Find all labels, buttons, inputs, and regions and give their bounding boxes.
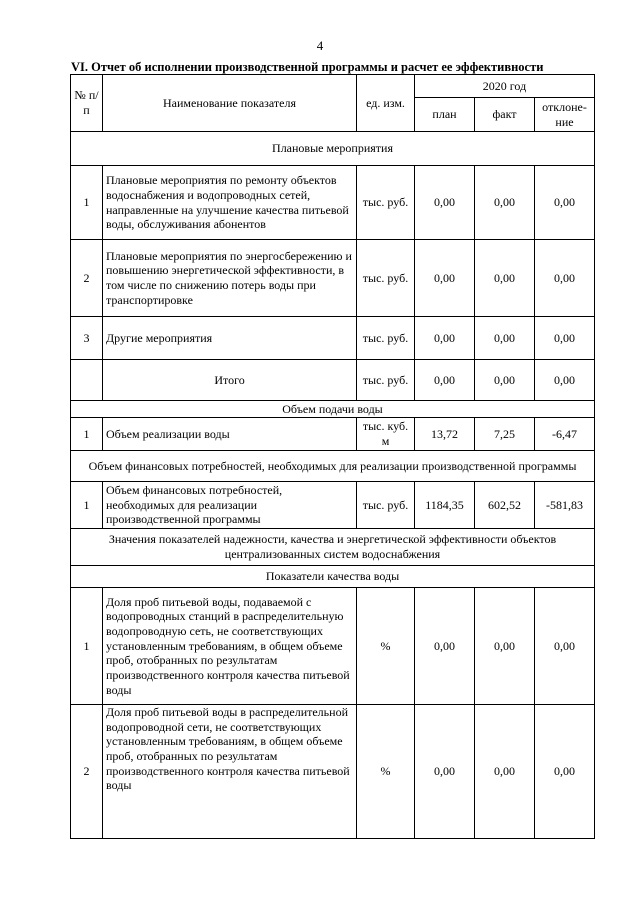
cell-unit: тыс. руб.: [357, 240, 415, 317]
col-header-unit: ед. изм.: [357, 75, 415, 132]
col-header-name: Наименование показателя: [103, 75, 357, 132]
cell-num: 3: [71, 317, 103, 360]
section-row: [71, 451, 595, 482]
table-row: [71, 705, 595, 839]
cell-deviation: -6,47: [535, 418, 595, 451]
cell-plan: 1184,35: [415, 482, 475, 529]
cell-num: 1: [71, 482, 103, 529]
page-number: 4: [316, 38, 324, 53]
col-header-deviation: отклоне-ние: [535, 98, 595, 132]
header-row-1: [71, 75, 595, 98]
cell-plan: 0,00: [415, 240, 475, 317]
cell-total-label: Итого: [103, 360, 357, 401]
cell-deviation: 0,00: [535, 240, 595, 317]
cell-plan: 0,00: [415, 166, 475, 240]
cell-name: Плановые мероприятия по энергосбережению и повышению энергетической эффективности, в том числе по снижению потерь воды при транспортировке: [103, 240, 357, 317]
cell-name: Плановые мероприятия по ремонту объектов водоснабжения и водопроводных сетей, направленные на улучшение качества питьевой воды, обслуживания абонентов: [103, 166, 357, 240]
cell-num: 2: [71, 705, 103, 839]
col-header-num: № п/п: [71, 75, 103, 132]
report-table: [70, 74, 595, 839]
cell-num: [71, 360, 103, 401]
col-header-fact: факт: [475, 98, 535, 132]
section-row: [71, 132, 595, 166]
cell-deviation: 0,00: [535, 588, 595, 705]
table-row: [71, 317, 595, 360]
cell-fact: 7,25: [475, 418, 535, 451]
table-row: [71, 166, 595, 240]
cell-name: Доля проб питьевой воды в распределительной водопроводной сети, не соответствующих установленным требованиям, в общем объеме проб, отобранных по результатам производственного контроля качества питьевой воды: [103, 705, 357, 839]
cell-plan: 0,00: [415, 317, 475, 360]
section-row: [71, 566, 595, 588]
cell-num: 1: [71, 418, 103, 451]
cell-unit: тыс. куб. м: [357, 418, 415, 451]
cell-fact: 0,00: [475, 360, 535, 401]
section-row: [71, 529, 595, 566]
cell-unit: тыс. руб.: [357, 482, 415, 529]
section-title-quality: Показатели качества воды: [71, 566, 595, 588]
cell-deviation: 0,00: [535, 360, 595, 401]
section-title-financial-needs: Объем финансовых потребностей, необходимых для реализации производственной программы: [71, 451, 595, 482]
cell-name: Объем финансовых потребностей, необходимых для реализации производственной программы: [103, 482, 357, 529]
cell-fact: 0,00: [475, 588, 535, 705]
section-title-water-supply: Объем подачи воды: [71, 401, 595, 418]
table-row: [71, 418, 595, 451]
cell-num: 1: [71, 588, 103, 705]
section-row: [71, 401, 595, 418]
table-row: [71, 482, 595, 529]
cell-plan: 0,00: [415, 705, 475, 839]
cell-name: Объем реализации воды: [103, 418, 357, 451]
table-row: [71, 240, 595, 317]
cell-fact: 0,00: [475, 240, 535, 317]
total-row: [71, 360, 595, 401]
cell-unit: тыс. руб.: [357, 360, 415, 401]
cell-fact: 0,00: [475, 705, 535, 839]
cell-deviation: 0,00: [535, 705, 595, 839]
report-heading: VI. Отчет об исполнении производственной программы и расчет ее эффективности: [71, 60, 544, 74]
cell-unit: тыс. руб.: [357, 166, 415, 240]
cell-unit: %: [357, 588, 415, 705]
cell-unit: %: [357, 705, 415, 839]
cell-name: Доля проб питьевой воды, подаваемой с водопроводных станций в распределительную водопроводную сеть, не соответствующих установленным требованиям, в общем объеме проб, отобранных по результатам производственного контроля качества питьевой воды: [103, 588, 357, 705]
cell-deviation: 0,00: [535, 317, 595, 360]
cell-plan: 13,72: [415, 418, 475, 451]
section-title-planned: Плановые мероприятия: [71, 132, 595, 166]
cell-num: 1: [71, 166, 103, 240]
cell-unit: тыс. руб.: [357, 317, 415, 360]
cell-fact: 0,00: [475, 166, 535, 240]
cell-fact: 602,52: [475, 482, 535, 529]
table-row: [71, 588, 595, 705]
col-header-year: 2020 год: [415, 75, 595, 98]
cell-name: Другие мероприятия: [103, 317, 357, 360]
section-title-indicators: Значения показателей надежности, качества и энергетической эффективности объектов централизованных систем водоснабжения: [71, 529, 595, 566]
col-header-plan: план: [415, 98, 475, 132]
cell-plan: 0,00: [415, 588, 475, 705]
cell-num: 2: [71, 240, 103, 317]
cell-deviation: 0,00: [535, 166, 595, 240]
cell-deviation: -581,83: [535, 482, 595, 529]
cell-plan: 0,00: [415, 360, 475, 401]
cell-fact: 0,00: [475, 317, 535, 360]
